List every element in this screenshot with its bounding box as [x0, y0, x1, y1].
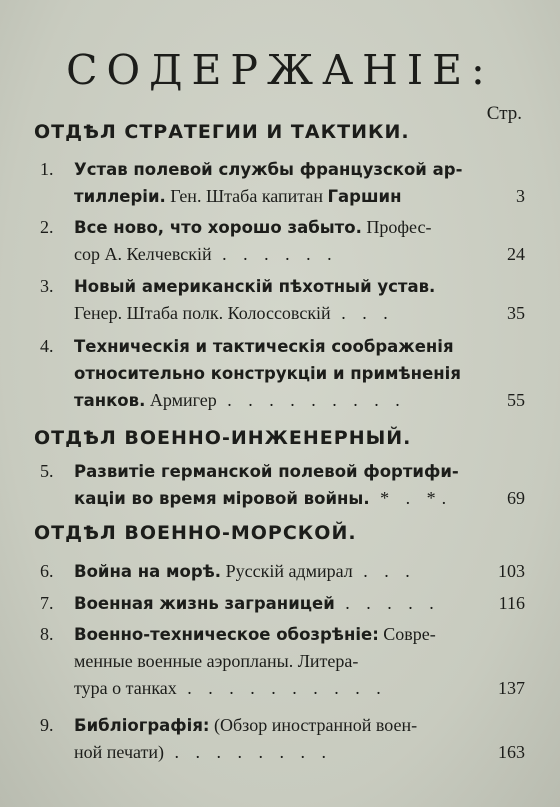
dot-leader: . . .	[330, 303, 394, 323]
toc-entry	[40, 214, 525, 268]
entry-title: Военная жизнь заграницей	[74, 594, 335, 613]
entry-number: 5.	[40, 461, 54, 481]
entry-text: Совре-	[378, 624, 436, 644]
entry-text: (Обзор иностранной воен-	[209, 715, 418, 735]
entry-page: 69	[507, 488, 525, 508]
page-column-label: Стр.	[486, 103, 522, 124]
toc-entry	[40, 458, 525, 512]
toc-entry	[40, 712, 525, 766]
entry-text-cont: менные военные аэропланы. Литера-	[74, 651, 359, 671]
entry-title-cont: каціи во время міровой войны.	[74, 489, 370, 508]
entry-title: Развитіе германской полевой фортифи-	[74, 462, 459, 481]
entry-number: 7.	[40, 593, 54, 613]
entry-number: 8.	[40, 624, 54, 644]
entry-page: 163	[498, 742, 525, 762]
entry-page: 116	[498, 593, 525, 613]
section-heading: ОТДѢЛ ВОЕННО-ИНЖЕНЕРНЫЙ.	[34, 427, 412, 449]
dot-leader: . . . . . . . . . .	[176, 678, 387, 698]
section-heading: ОТДѢЛ ВОЕННО-МОРСКОЙ.	[34, 522, 357, 544]
dot-leader: . . .	[352, 561, 416, 581]
entry-text-cont: тура о танках	[74, 678, 177, 698]
entry-page: 3	[516, 186, 525, 206]
entry-title: Новый американскій пѣхотный устав.	[74, 277, 436, 296]
entry-page: 103	[498, 561, 525, 581]
dot-leader: . . . . . . . .	[164, 742, 333, 762]
entry-number: 1.	[40, 159, 54, 179]
entry-number: 4.	[40, 336, 54, 356]
dot-leader: . . . . . . . . .	[216, 390, 406, 410]
entry-author-name: Гаршин	[327, 187, 402, 206]
toc-entry	[40, 273, 525, 327]
entry-page: 35	[507, 303, 525, 323]
page-title: СОДЕРЖАНІЕ:	[66, 46, 494, 94]
entry-number: 3.	[40, 276, 54, 296]
entry-number: 2.	[40, 217, 54, 237]
entry-title-cont: относительно конструкціи и примѣненія	[74, 364, 461, 383]
entry-title: Устав полевой службы французской ар-	[74, 160, 463, 179]
entry-text-cont: ной печати)	[74, 742, 165, 762]
section-heading: ОТДѢЛ СТРАТЕГИИ И ТАКТИКИ.	[34, 121, 410, 143]
entry-title-cont: тиллеріи.	[74, 187, 166, 206]
dot-leader: . . . . .	[334, 593, 440, 613]
entry-page: 55	[507, 390, 525, 410]
entry-title: Все ново, что хорошо забыто.	[74, 218, 362, 237]
entry-title: Военно-техническое обозрѣніе:	[74, 625, 379, 644]
entry-author: Генер. Штаба полк. Колоссовскій	[74, 303, 331, 323]
toc-entry	[40, 333, 525, 414]
entry-number: 6.	[40, 561, 54, 581]
toc-entry	[40, 621, 525, 702]
entry-page: 137	[498, 678, 525, 698]
entry-page: 24	[507, 244, 525, 264]
toc-entry	[40, 558, 525, 585]
entry-author: Профес-	[361, 217, 432, 237]
entry-number: 9.	[40, 715, 54, 735]
entry-title: Война на морѣ.	[74, 562, 222, 581]
entry-author: Русскій адмирал	[221, 561, 353, 581]
entry-author: Ген. Штаба капитан	[165, 186, 328, 206]
entry-title-cont: танков.	[74, 391, 146, 410]
toc-entry	[40, 590, 525, 617]
entry-title: Библіографія:	[74, 716, 210, 735]
entry-title: Техническія и тактическія соображенія	[74, 337, 454, 356]
toc-entry	[40, 156, 525, 210]
dot-leader: . . . . . .	[211, 244, 338, 264]
entry-author-cont: сор А. Келчевскій	[74, 244, 212, 264]
dot-leader: * . *.	[369, 488, 453, 508]
entry-author: Армигер	[145, 390, 217, 410]
